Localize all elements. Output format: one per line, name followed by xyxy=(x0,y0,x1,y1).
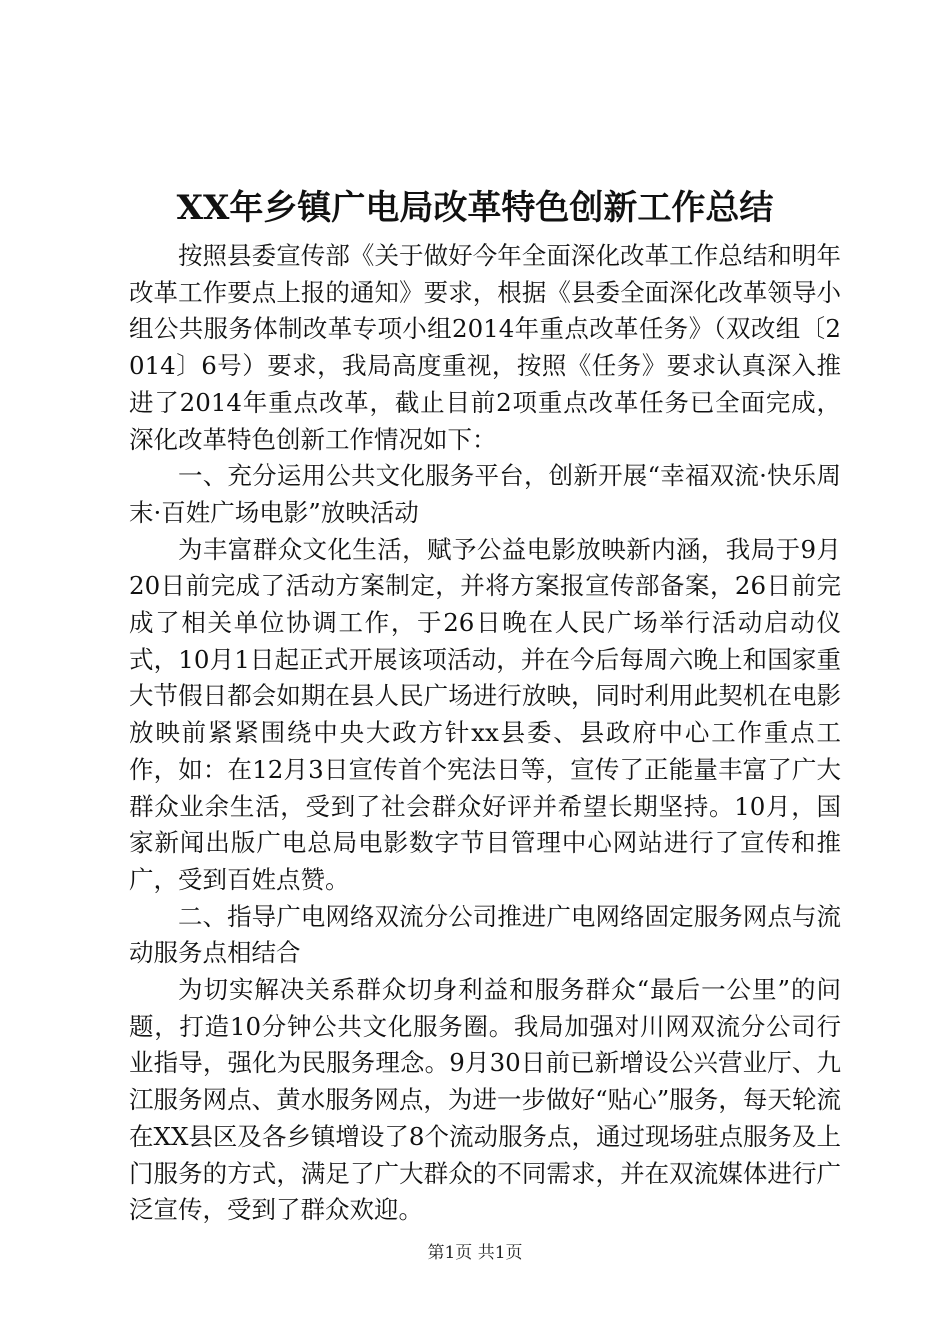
section-paragraph-2: 为切实解决关系群众切身利益和服务群众“最后一公里”的问题，打造10分钟公共文化服务圈。我局加强对川网双流分公司行业指导，强化为民服务理念。9月30日前已新增设公兴营业厅、九江服务网点、黄水服务网点，为进一步做好“贴心”服务，每天轮流在XX县区及各乡镇增设了8个流动服务点，通过现场驻点服务及上门服务的方式，满足了广大群众的不同需求，并在双流媒体进行广泛宣传，受到了群众欢迎。 xyxy=(129,975,841,1225)
section-heading-2: 二、指导广电网络双流分公司推进广电网络固定服务网点与流动服务点相结合 xyxy=(129,901,841,968)
intro-paragraph: 按照县委宣传部《关于做好今年全面深化改革工作总结和明年改革工作要点上报的通知》要求，根据《县委全面深化改革领导小组公共服务体制改革专项小组2014年重点改革任务》（双改组〔2014〕6号）要求，我局高度重视，按照《任务》要求认真深入推进了2014年重点改革，截止目前2项重点改革任务已全面完成，深化改革特色创新工作情况如下： xyxy=(129,241,841,454)
document-body xyxy=(129,238,841,1229)
document-title: XX年乡镇广电局改革特色创新工作总结 xyxy=(176,188,774,228)
section-heading-1: 一、充分运用公共文化服务平台，创新开展“幸福双流·快乐周末·百姓广场电影”放映活动 xyxy=(129,461,841,527)
page-number-footer: 第1页 共1页 xyxy=(427,1243,523,1263)
section-paragraph-1: 为丰富群众文化生活，赋予公益电影放映新内涵，我局于9月20日前完成了活动方案制定，并将方案报宣传部备案，26日前完成了相关单位协调工作，于26日晚在人民广场举行活动启动仪式，10月1日起正式开展该项活动，并在今后每周六晚上和国家重大节假日都会如期在县人民广场进行放映，同时利用此契机在电影放映前紧紧围绕中央大政方针xx县委、县政府中心工作重点工作，如：在12月3日宣传首个宪法日等，宣传了正能量丰富了广大群众业余生活，受到了社会群众好评并希望长期坚持。10月，国家新闻出版广电总局电影数字节目管理中心网站进行了宣传和推广，受到百姓点赞。 xyxy=(129,534,841,894)
